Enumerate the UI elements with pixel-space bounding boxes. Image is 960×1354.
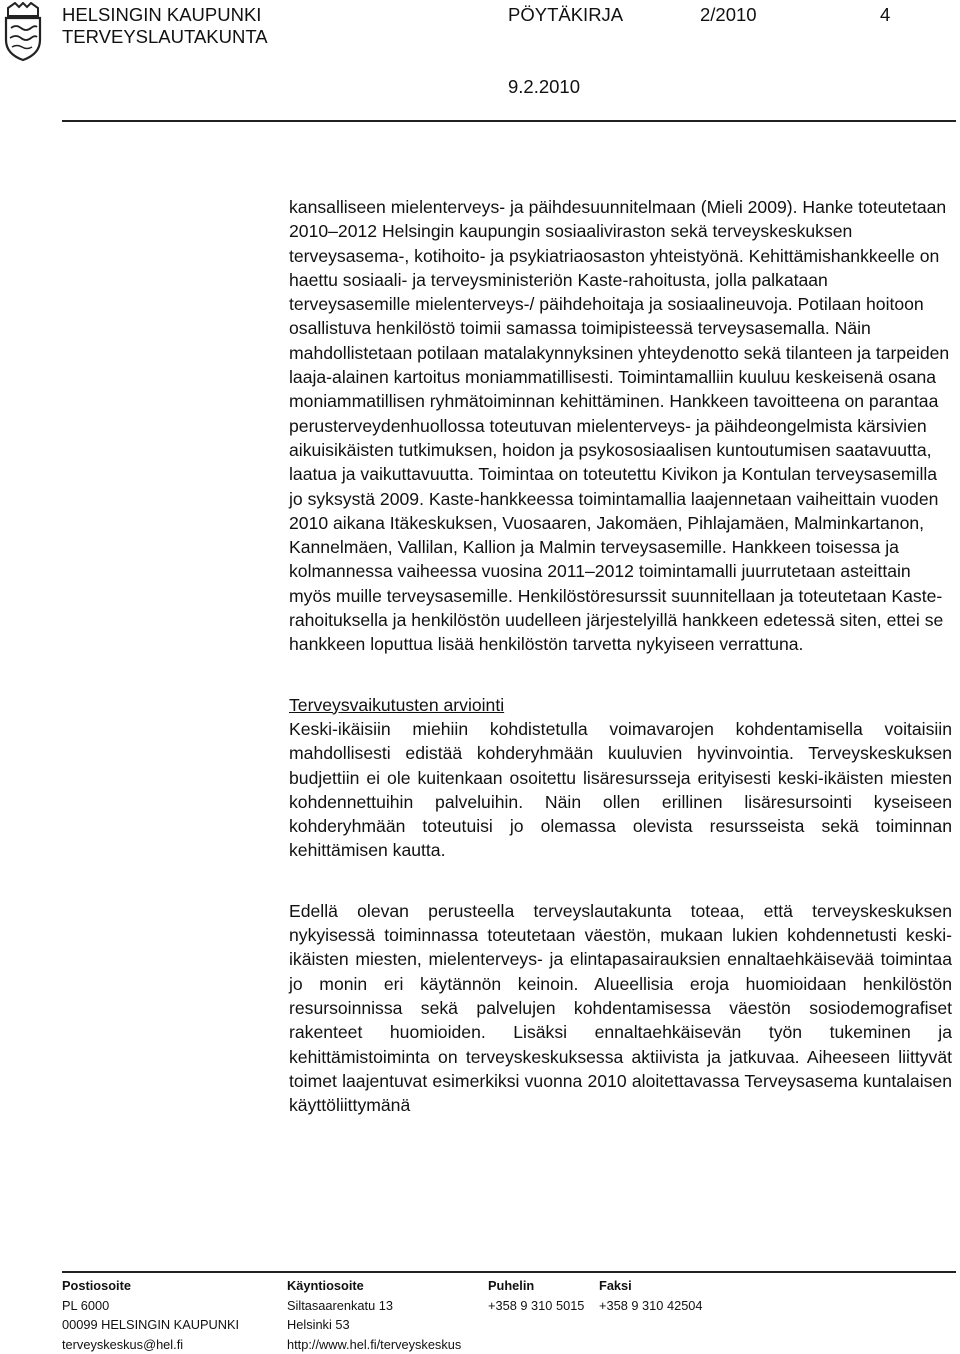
document-number: 2/2010 xyxy=(700,4,757,26)
footer-postal-address xyxy=(62,1276,239,1354)
phone-number: +358 9 310 5015 xyxy=(488,1296,584,1316)
visiting-address-label: Käyntiosoite xyxy=(287,1276,461,1296)
footer-divider xyxy=(62,1271,956,1273)
website-address: http://www.hel.fi/terveyskeskus xyxy=(287,1335,461,1354)
email-address: terveyskeskus@hel.fi xyxy=(62,1335,239,1354)
document-type: PÖYTÄKIRJA xyxy=(508,4,623,26)
visiting-address-line: Siltasaarenkatu 13 xyxy=(287,1296,461,1316)
visiting-address-line: Helsinki 53 xyxy=(287,1315,461,1335)
fax-label: Faksi xyxy=(599,1276,703,1296)
helsinki-crest-icon xyxy=(4,2,42,62)
page-number: 4 xyxy=(880,4,890,26)
fax-number: +358 9 310 42504 xyxy=(599,1296,703,1316)
header-divider xyxy=(62,120,956,122)
postal-address-line: 00099 HELSINGIN KAUPUNKI xyxy=(62,1315,239,1335)
footer-fax xyxy=(599,1276,703,1315)
footer-visiting-address xyxy=(287,1276,461,1354)
decision-paragraph: Edellä olevan perusteella terveyslautakunta toteaa, että terveyskeskuksen nykyisessä toiminnassa toteutetaan väestön, mukaan lukien kohdennetusti keski-ikäisten miesten, mielenterveys- ja elintapasairauksien ennaltaehkäisevää toimintaa jo monin eri käytännön keinoin. Alueellisia eroja huomioidaan henkilöstön resursoinnissa sekä palvelujen kohdentamisessa väestön sosiodemografiset rakenteet huomioiden. Lisäksi ennaltaehkäisevän työn tukeminen ja kehittämistoiminta on terveyskeskuksessa aktiivista ja jatkuvaa. Aiheeseen liittyvät toimet laajentuvat esimerkiksi vuonna 2010 aloitettavassa Terveysasema kuntalaisen käyttöliittymänä xyxy=(289,899,952,1118)
city-name: HELSINGIN KAUPUNKI xyxy=(62,4,261,26)
intro-paragraph: kansalliseen mielenterveys- ja päihdesuunnitelmaan (Mieli 2009). Hanke toteutetaan 2010–2012 Helsingin kaupungin sosiaaliviraston sekä terveyskeskuksen terveysasema-, kotihoito- ja psykiatriaosaston yhteistyönä. Kehittämishankkeelle on haettu sosiaali- ja terveysministeriön Kaste-rahoitusta, jolla palkataan terveysasemille mielenterveys-/ päihdehoitaja ja sosiaalineuvoja. Potilaan hoitoon osallistuva henkilöstö toimii samassa toimipisteessä terveysasemalla. Näin mahdollistetaan potilaan matalakynnyksinen yhteydenotto sekä tilanteen ja tarpeiden laaja-alainen kartoitus moniammatillisesti. Toimintamalliin kuuluu keskeisenä osana moniammatillisen ryhmätoiminnan kehittäminen. Hankkeen tavoitteena on parantaa perusterveydenhuollossa toteutuvan mielenterveys- ja päihdeongelmista kärsivien aikuisikäisten tutkimuksen, hoidon ja psykososiaalisen kuntoutumisen saatavuutta, laatua ja vaikuttavuutta. Toimintaa on toteutettu Kivikon ja Kontulan terveysasemilla jo syksystä 2009. Kaste-hankkeessa toimintamallia laajennetaan vaiheittain vuoden 2010 aikana Itäkeskuksen, Vuosaaren, Jakomäen, Pihlajamäen, Malminkartanon, Kannelmäen, Vallilan, Kallion ja Malmin terveysasemille. Hankkeen toisessa ja kolmannessa vaiheessa vuosina 2011–2012 toimintamalli juurrutetaan asteittain myös muille terveysasemille. Henkilöstöresurssit suunnitellaan ja toteutetaan Kaste-rahoituksella ja henkilöstön uudelleen järjestelyillä hankkeen edetessä siten, ettei se hankkeen loputtua lisää henkilöstön tarvetta nykyiseen verrattuna. xyxy=(289,195,952,657)
postal-address-label: Postiosoite xyxy=(62,1276,239,1296)
meeting-date: 9.2.2010 xyxy=(508,76,580,98)
board-name: TERVEYSLAUTAKUNTA xyxy=(62,26,268,48)
section-heading: Terveysvaikutusten arviointi xyxy=(289,693,952,717)
assessment-paragraph: Keski-ikäisiin miehiin kohdistetulla voimavarojen kohdentamisella voitaisiin mahdollisesti edistää kohderyhmään kuuluvien hyvinvointia. Terveyskeskuksen budjettiin ei ole kuitenkaan osoitettu lisäresursseja erityisesti keski-ikäisten miesten kohdennettuihin palveluihin. Näin ollen erillinen lisäresursointi kyseiseen kohderyhmään toteutuisi jo olemassa olevista resursseista sekä toiminnan kehittämisen kautta. xyxy=(289,717,952,863)
document-body xyxy=(289,195,952,1117)
postal-address-line: PL 6000 xyxy=(62,1296,239,1316)
footer-phone xyxy=(488,1276,584,1315)
phone-label: Puhelin xyxy=(488,1276,584,1296)
